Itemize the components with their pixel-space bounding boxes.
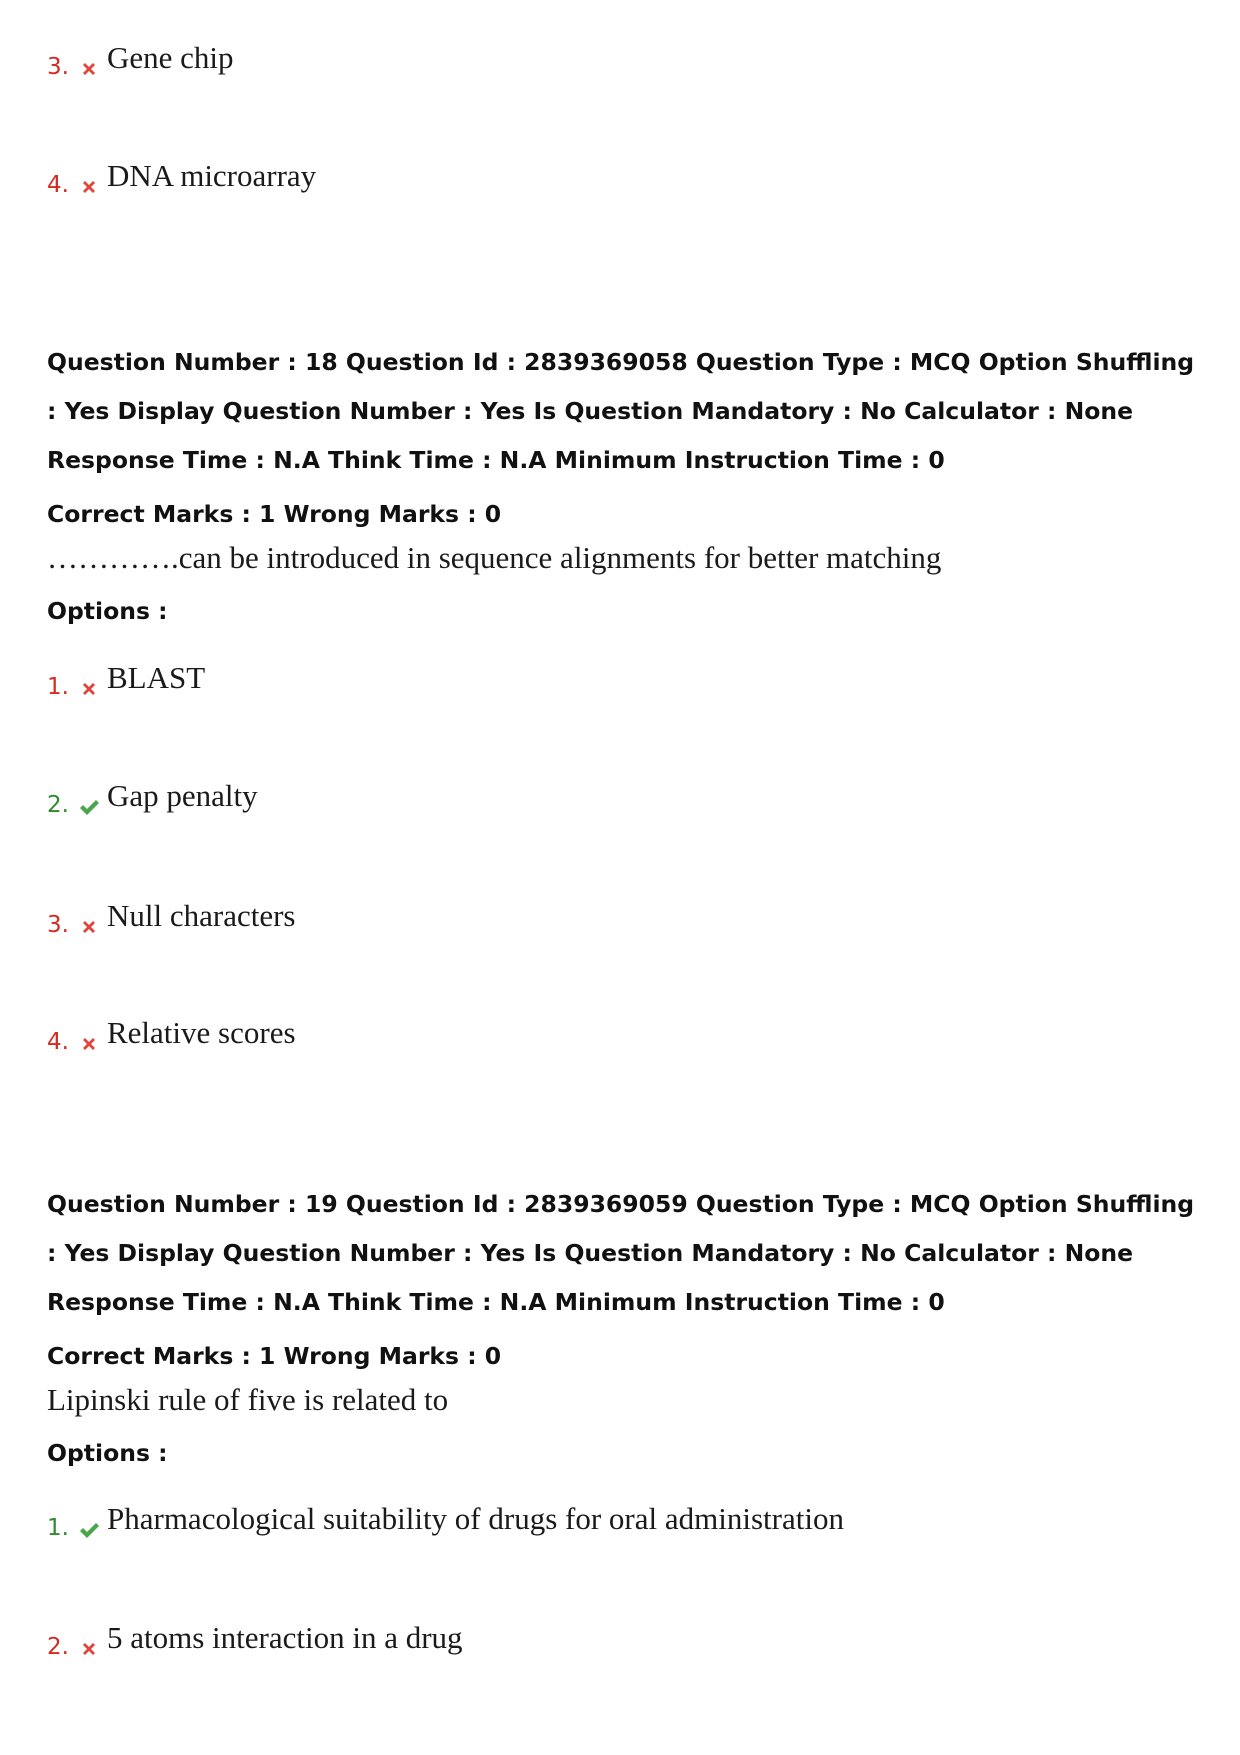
option-number: 1. [47, 674, 69, 700]
question-18-meta: Question Number : 18 Question Id : 2839369058 Question Type : MCQ Option Shuffling : Yes Display Question Number : Yes Is Question Mandatory : No Calculator : None Response Time : N.A Think Time : N.A Minimum Instruction Time : 0 [47, 348, 1195, 474]
question-18-options-label: Options : [47, 597, 168, 625]
option-number: 1. [47, 1515, 69, 1541]
option-text: DNA microarray [107, 158, 317, 193]
question-19-marks: Correct Marks : 1 Wrong Marks : 0 [47, 1342, 502, 1370]
option-number: 2. [47, 792, 69, 818]
option-row [47, 780, 258, 817]
option-number: 4. [47, 1029, 69, 1055]
cross-icon [77, 677, 101, 701]
option-row [47, 42, 234, 79]
option-text: 5 atoms interaction in a drug [107, 1620, 463, 1655]
option-text: BLAST [107, 660, 206, 695]
option-row [47, 1017, 296, 1054]
option-text: Gap penalty [107, 778, 258, 813]
check-icon [77, 795, 101, 819]
option-text: Relative scores [107, 1015, 296, 1050]
question-19-meta: Question Number : 19 Question Id : 2839369059 Question Type : MCQ Option Shuffling : Yes Display Question Number : Yes Is Question Mandatory : No Calculator : None Response Time : N.A Think Time : N.A Minimum Instruction Time : 0 [47, 1190, 1195, 1316]
option-number: 3. [47, 54, 69, 80]
option-number: 4. [47, 172, 69, 198]
option-row [47, 662, 205, 699]
option-row [47, 1622, 463, 1659]
question-19-text: Lipinski rule of five is related to [47, 1382, 449, 1417]
cross-icon [77, 57, 101, 81]
cross-icon [77, 915, 101, 939]
option-row [47, 160, 316, 197]
cross-icon [77, 1032, 101, 1056]
question-19-options-label: Options : [47, 1439, 168, 1467]
cross-icon [77, 175, 101, 199]
question-18-marks: Correct Marks : 1 Wrong Marks : 0 [47, 500, 502, 528]
option-text: Null characters [107, 898, 296, 933]
question-18-text: ………….can be introduced in sequence alignments for better matching [47, 540, 942, 575]
option-number: 3. [47, 912, 69, 938]
option-text: Gene chip [107, 40, 234, 75]
option-number: 2. [47, 1634, 69, 1660]
option-text: Pharmacological suitability of drugs for oral administration [107, 1501, 844, 1536]
option-row [47, 900, 295, 937]
option-row [47, 1503, 844, 1540]
check-icon [77, 1518, 101, 1542]
cross-icon [77, 1637, 101, 1661]
